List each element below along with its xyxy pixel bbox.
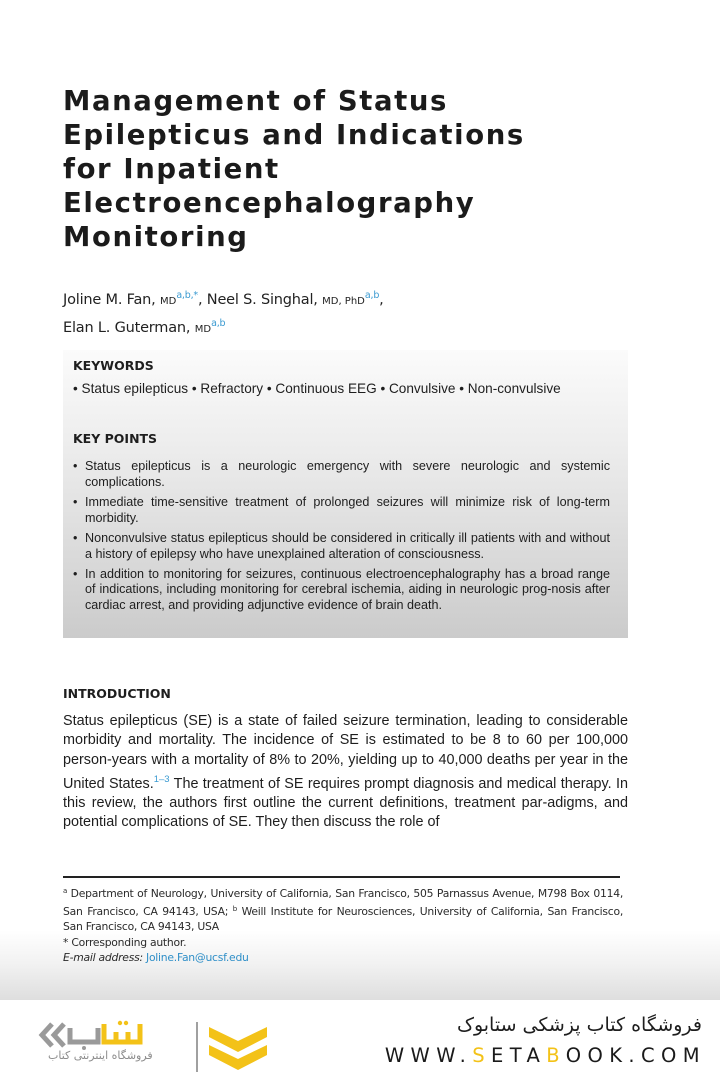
logo-subtitle: فروشگاه اینترنتی کتاب (48, 1049, 153, 1062)
title-line: Electroencephalography (63, 187, 476, 219)
footnote-mark: a (63, 887, 68, 895)
title-line: Monitoring (63, 221, 249, 253)
url-part: OOK.COM (565, 1044, 706, 1067)
affiliation-a: Department of Neurology, University of California, San Francisco, 505 Parnassus Avenue, M798 Box 0114, San Francisco, CA 94143, USA; (63, 887, 623, 918)
keywords-list: • Status epilepticus • Refractory • Continuous EEG • Convulsive • Non-convulsive (73, 381, 561, 396)
author-affiliation-link[interactable]: a,b,* (176, 290, 198, 301)
footnote-divider (63, 876, 620, 878)
url-part: WWW. (384, 1044, 473, 1067)
email-link[interactable]: Joline.Fan@ucsf.edu (146, 951, 249, 965)
intro-text: The treatment of SE requires prompt diagnosis and medical therapy. In this review, the authors first outline the current definitions, treatment par-adigms, and potential complications of SE. They then discuss the role of (63, 775, 628, 831)
setabook-banner (0, 1000, 720, 1080)
affiliation-b: Weill Institute for Neurosciences, University of California, San Francisco, San Francisco, CA 94143, USA (63, 904, 624, 934)
corresponding-author-note: * Corresponding author. (63, 935, 187, 949)
author-affiliation-link[interactable]: a,b (364, 290, 380, 301)
title-line: Management of Status (63, 85, 449, 117)
store-name: فروشگاه کتاب پزشکی ستابوک (456, 1014, 702, 1036)
keywords-heading: KEYWORDS (73, 358, 154, 373)
keypoints-heading: KEY POINTS (73, 431, 158, 446)
logo-divider (196, 1022, 198, 1072)
author-name: Neel S. Singhal, (206, 292, 318, 308)
intro-text: Status epilepticus (SE) is a state of failed seizure termination, leading to considerable morbidity and mortality. The incidence of SE is estimated to be 8 to 60 per 100,000 person-years with a mortality of 8% to 20%, yielding up to 40,000 deaths per year in the United States. (63, 713, 628, 792)
article-title (63, 84, 583, 254)
author-list (63, 285, 623, 341)
keypoint-item: • Status epilepticus is a neurologic emergency with severe neurologic and systemic complications. (73, 459, 610, 490)
author-affiliation-link[interactable]: a,b (211, 318, 226, 329)
introduction-paragraph (63, 712, 628, 833)
email-label: E-mail address: (63, 951, 143, 965)
author-degree: MD (194, 324, 212, 335)
url-part-accent: B (546, 1044, 566, 1067)
author-degree: MD (159, 296, 177, 307)
introduction-heading: INTRODUCTION (63, 686, 171, 701)
setabook-wordmark-icon (38, 1020, 188, 1050)
setabook-chevron-logo-icon (205, 1025, 271, 1073)
footnote-mark: b (232, 904, 237, 913)
keypoint-item: • In addition to monitoring for seizures, continuous electroencephalography has a broad range of indications, including monitoring for cerebral ischemia, aiding in neurologic prog-nosis after cardiac arrest, and providing adjunctive evidence of brain death. (73, 567, 610, 614)
author-name: Joline M. Fan, (63, 292, 156, 308)
website-url[interactable] (385, 1044, 706, 1067)
footnotes (63, 884, 623, 966)
keypoint-item: • Immediate time-sensitive treatment of prolonged seizures will minimize risk of long-term morbidity. (73, 495, 610, 526)
keypoint-item: • Nonconvulsive status epilepticus should be considered in critically ill patients with and without a history of epilepsy who have unexplained alteration of consciousness. (73, 531, 610, 562)
author-degree: MD, PhD (322, 296, 365, 307)
reference-link[interactable]: 1–3 (153, 773, 170, 785)
keypoints-list (73, 459, 610, 618)
url-part-accent: S (472, 1044, 492, 1067)
author-separator: , (379, 292, 384, 308)
url-part: ETA (491, 1044, 547, 1067)
author-separator: , (197, 292, 207, 308)
author-name: Elan L. Guterman, (63, 320, 191, 336)
summary-box (63, 350, 628, 638)
title-line: Epilepticus and Indications (63, 119, 525, 151)
title-line: for Inpatient (63, 153, 280, 185)
